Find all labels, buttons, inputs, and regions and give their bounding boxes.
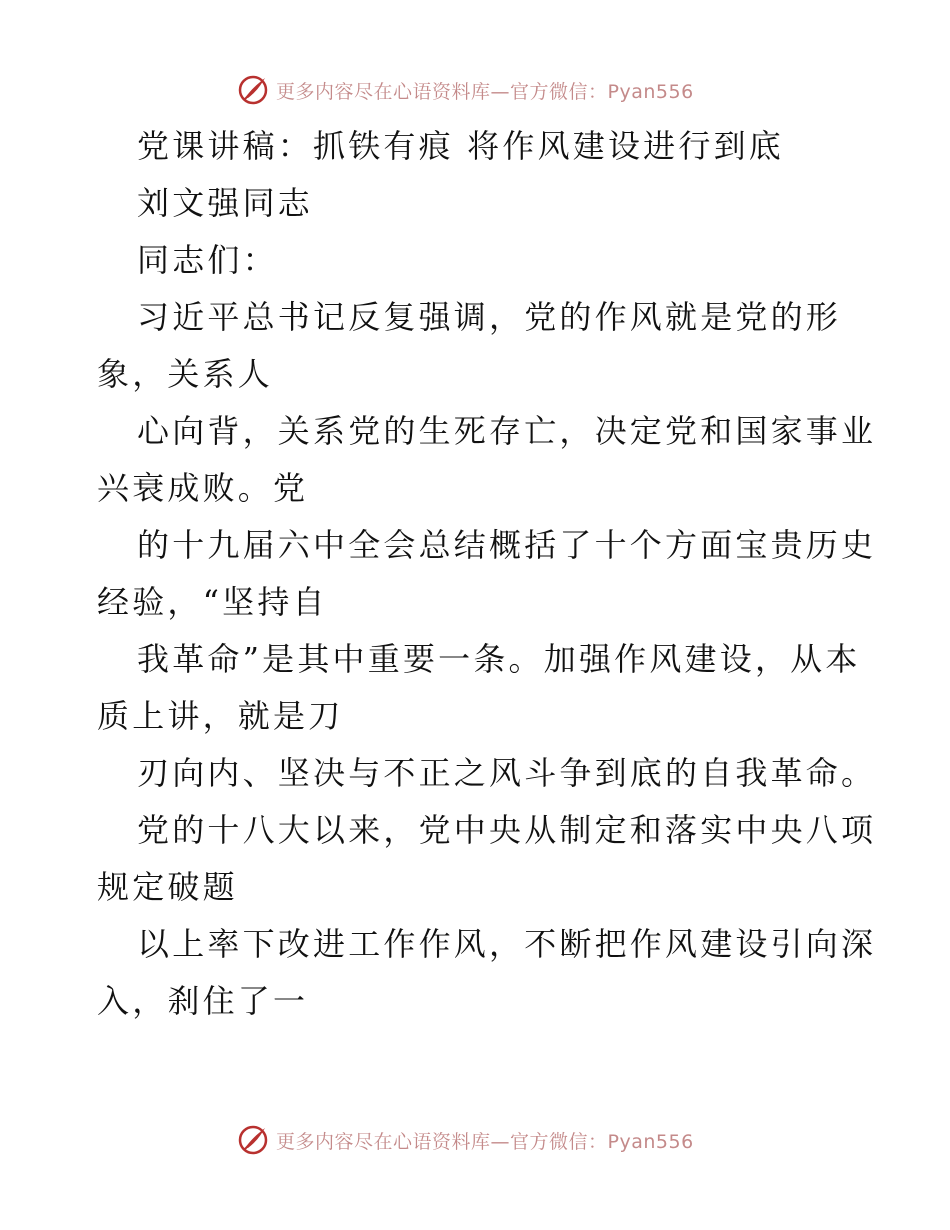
- text-line: 入，刹住了一: [97, 982, 309, 1020]
- text-line: 习近平总书记反复强调，党的作风就是党的形: [137, 298, 842, 336]
- text-line: 心向背，关系党的生死存亡，决定党和国家事业: [137, 412, 877, 450]
- watermark-text: 更多内容尽在心语资料库—官方微信：Pyan556: [276, 80, 694, 103]
- text-line: 刃向内、坚决与不正之风斗争到底的自我革命。: [137, 754, 877, 792]
- text-line: 同志们：: [137, 241, 278, 279]
- quill-logo-icon: [236, 73, 270, 107]
- text-line: 党课讲稿：抓铁有痕 将作风建设进行到底: [137, 127, 784, 165]
- text-line: 党的十八大以来，党中央从制定和落实中央八项: [137, 811, 877, 849]
- text-line: 的十九届六中全会总结概括了十个方面宝贵历史: [137, 526, 877, 564]
- text-line: 刘文强同志: [137, 184, 314, 222]
- header-watermark: [236, 72, 694, 108]
- watermark-text: 更多内容尽在心语资料库—官方微信：Pyan556: [276, 1130, 694, 1153]
- text-line: 规定破题: [97, 868, 238, 906]
- text-line: 经验，“坚持自: [97, 583, 328, 621]
- text-line: 兴衰成败。党: [97, 469, 309, 507]
- quill-logo-icon: [236, 1123, 270, 1157]
- text-line: 以上率下改进工作作风，不断把作风建设引向深: [137, 925, 877, 963]
- text-line: 我革命”是其中重要一条。加强作风建设，从本: [137, 640, 861, 678]
- footer-watermark: [236, 1122, 694, 1158]
- document-body: [97, 118, 877, 1030]
- text-line: 象，关系人: [97, 355, 274, 393]
- text-line: 质上讲，就是刀: [97, 697, 344, 735]
